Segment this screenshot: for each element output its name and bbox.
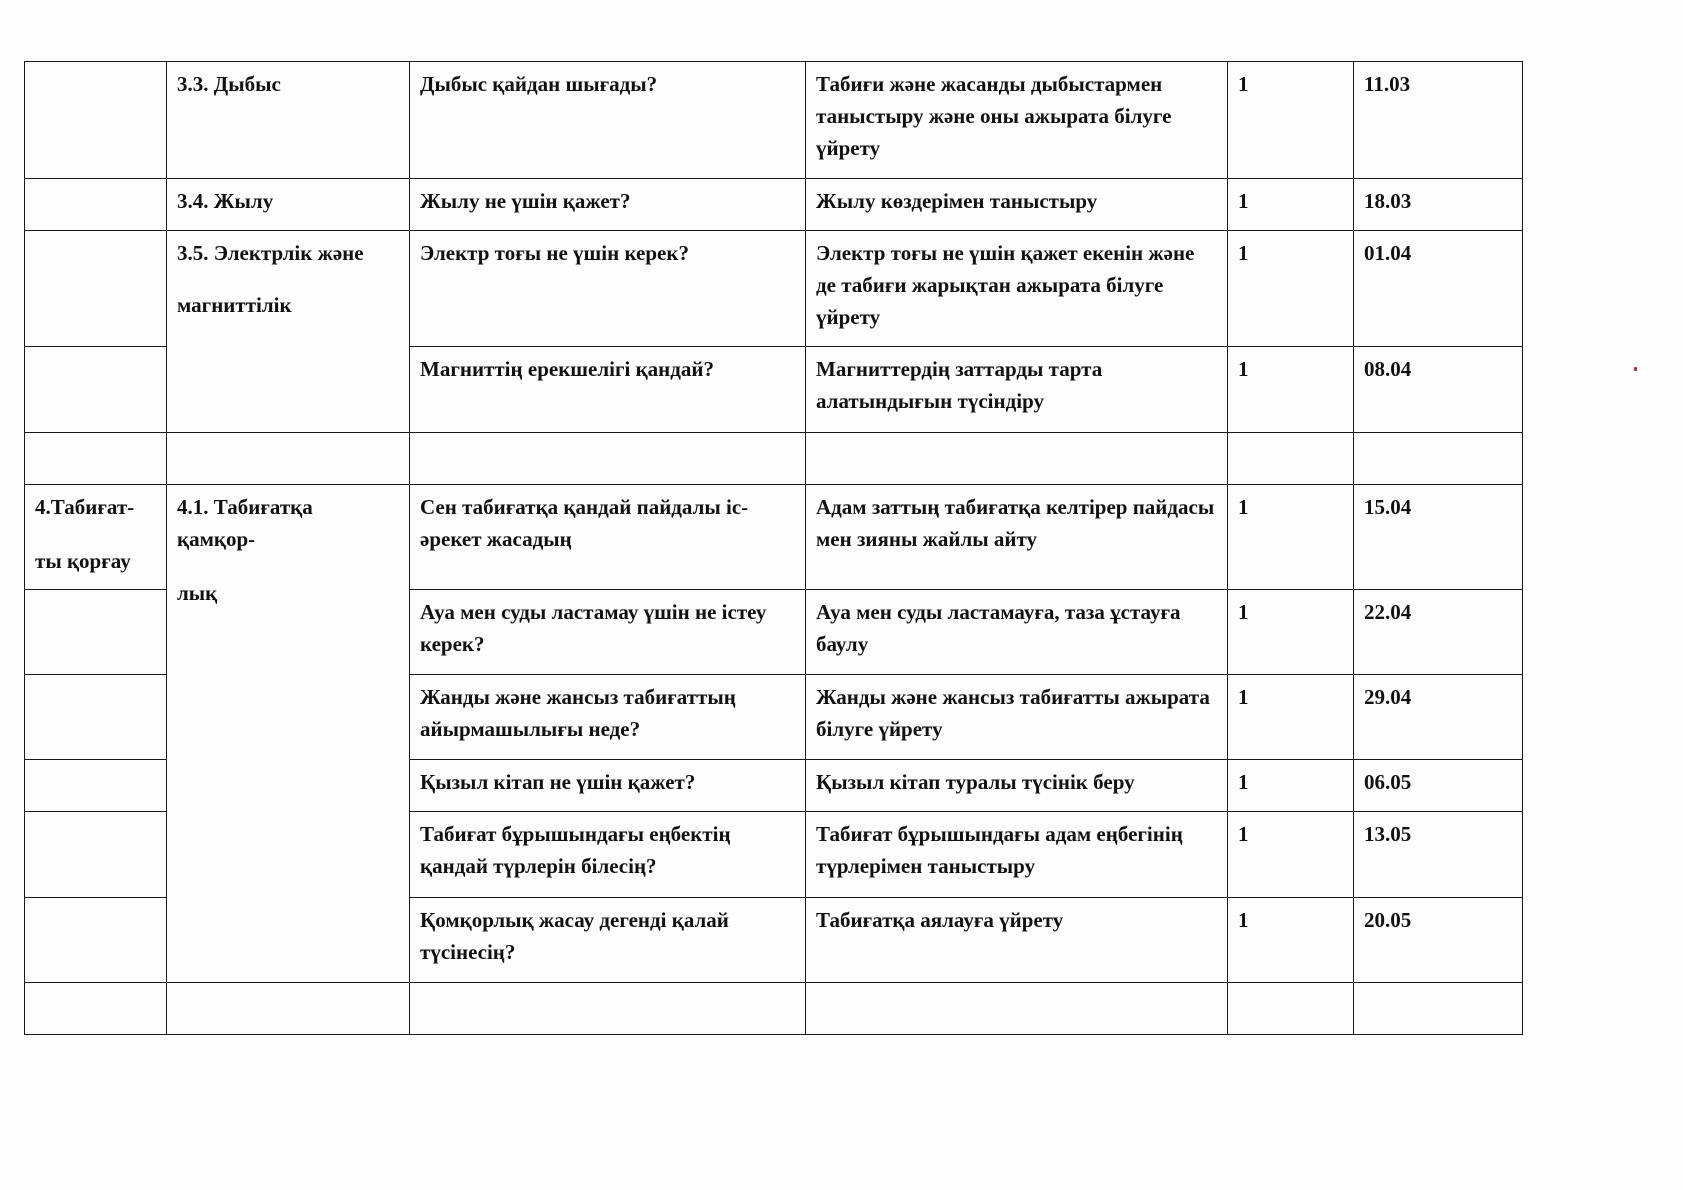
table-row <box>25 62 1523 179</box>
date-cell: 11.03 <box>1354 62 1523 179</box>
lesson-cell: Ауа мен суды ластамау үшін не істеу керек? <box>410 590 806 675</box>
goal-cell: Жанды және жансыз табиғатты ажырата білуге үйрету <box>806 675 1228 760</box>
hours-cell: 1 <box>1228 590 1354 675</box>
date-cell: 20.05 <box>1354 898 1523 983</box>
date-cell: 22.04 <box>1354 590 1523 675</box>
lesson-cell: Қызыл кітап не үшін қажет? <box>410 760 806 812</box>
date-cell: 15.04 <box>1354 485 1523 590</box>
topic-cell <box>167 231 410 433</box>
lesson-plan-table <box>24 61 1523 1035</box>
section-line: 4.Табиғат- <box>35 495 135 519</box>
goal-cell: Жылу көздерімен таныстыру <box>806 179 1228 231</box>
table-row <box>25 983 1523 1035</box>
goal-cell: Табиғатқа аялауға үйрету <box>806 898 1228 983</box>
section-cell <box>25 898 167 983</box>
lesson-cell: Табиғат бұрышындағы еңбектің қандай түрлерін білесің? <box>410 812 806 898</box>
topic-line: магниттілік <box>177 293 292 317</box>
section-cell <box>25 433 167 485</box>
goal-cell <box>806 983 1228 1035</box>
date-cell: 18.03 <box>1354 179 1523 231</box>
hours-cell: 1 <box>1228 231 1354 347</box>
lesson-cell: Магниттің ерекшелігі қандай? <box>410 347 806 433</box>
date-cell: 13.05 <box>1354 812 1523 898</box>
lesson-cell: Жанды және жансыз табиғаттың айырмашылығы неде? <box>410 675 806 760</box>
goal-cell: Ауа мен суды ластамауға, таза ұстауға баулу <box>806 590 1228 675</box>
hours-cell: 1 <box>1228 812 1354 898</box>
lesson-cell: Сен табиғатқа қандай пайдалы іс-әрекет жасадың <box>410 485 806 590</box>
section-cell <box>25 179 167 231</box>
lesson-cell: Жылу не үшін қажет? <box>410 179 806 231</box>
table-row <box>25 231 1523 347</box>
hours-cell: 1 <box>1228 760 1354 812</box>
goal-cell: Электр тоғы не үшін қажет екенін және де табиғи жарықтан ажырата білуге үйрету <box>806 231 1228 347</box>
hours-cell: 1 <box>1228 675 1354 760</box>
date-cell <box>1354 983 1523 1035</box>
section-cell <box>25 62 167 179</box>
date-cell: 06.05 <box>1354 760 1523 812</box>
goal-cell: Қызыл кітап туралы түсінік беру <box>806 760 1228 812</box>
goal-cell: Адам заттың табиғатқа келтірер пайдасы мен зияны жайлы айту <box>806 485 1228 590</box>
hours-cell <box>1228 433 1354 485</box>
lesson-cell: Электр тоғы не үшін керек? <box>410 231 806 347</box>
date-cell: 08.04 <box>1354 347 1523 433</box>
date-cell: 01.04 <box>1354 231 1523 347</box>
hours-cell <box>1228 983 1354 1035</box>
goal-cell <box>806 433 1228 485</box>
goal-cell: Табиғи және жасанды дыбыстармен таныстыру және оны ажырата білуге үйрету <box>806 62 1228 179</box>
hours-cell: 1 <box>1228 179 1354 231</box>
section-cell <box>25 983 167 1035</box>
topic-line: 3.5. Электрлік және <box>177 241 364 265</box>
hours-cell: 1 <box>1228 347 1354 433</box>
hours-cell: 1 <box>1228 62 1354 179</box>
section-cell <box>25 347 167 433</box>
table-row <box>25 179 1523 231</box>
topic-cell <box>167 983 410 1035</box>
hours-cell: 1 <box>1228 898 1354 983</box>
table-row <box>25 433 1523 485</box>
lesson-cell <box>410 433 806 485</box>
section-line: ты қорғау <box>35 549 131 573</box>
topic-cell <box>167 485 410 983</box>
topic-line: қамқор- <box>177 527 256 551</box>
topic-cell: 3.3. Дыбыс <box>167 62 410 179</box>
section-cell <box>25 231 167 347</box>
scan-speck <box>1634 367 1637 371</box>
section-cell <box>25 675 167 760</box>
topic-line: лық <box>177 581 218 605</box>
lesson-cell: Дыбыс қайдан шығады? <box>410 62 806 179</box>
topic-cell <box>167 433 410 485</box>
goal-cell: Табиғат бұрышындағы адам еңбегінің түрлерімен таныстыру <box>806 812 1228 898</box>
topic-cell: 3.4. Жылу <box>167 179 410 231</box>
lesson-cell <box>410 983 806 1035</box>
lesson-cell: Қомқорлық жасау дегенді қалай түсінесің? <box>410 898 806 983</box>
date-cell <box>1354 433 1523 485</box>
goal-cell: Магниттердің заттарды тарта алатындығын түсіндіру <box>806 347 1228 433</box>
section-cell <box>25 812 167 898</box>
section-cell <box>25 485 167 590</box>
date-cell: 29.04 <box>1354 675 1523 760</box>
table-row <box>25 485 1523 590</box>
section-cell <box>25 760 167 812</box>
topic-line: 4.1. Табиғатқа <box>177 495 313 519</box>
hours-cell: 1 <box>1228 485 1354 590</box>
section-cell <box>25 590 167 675</box>
